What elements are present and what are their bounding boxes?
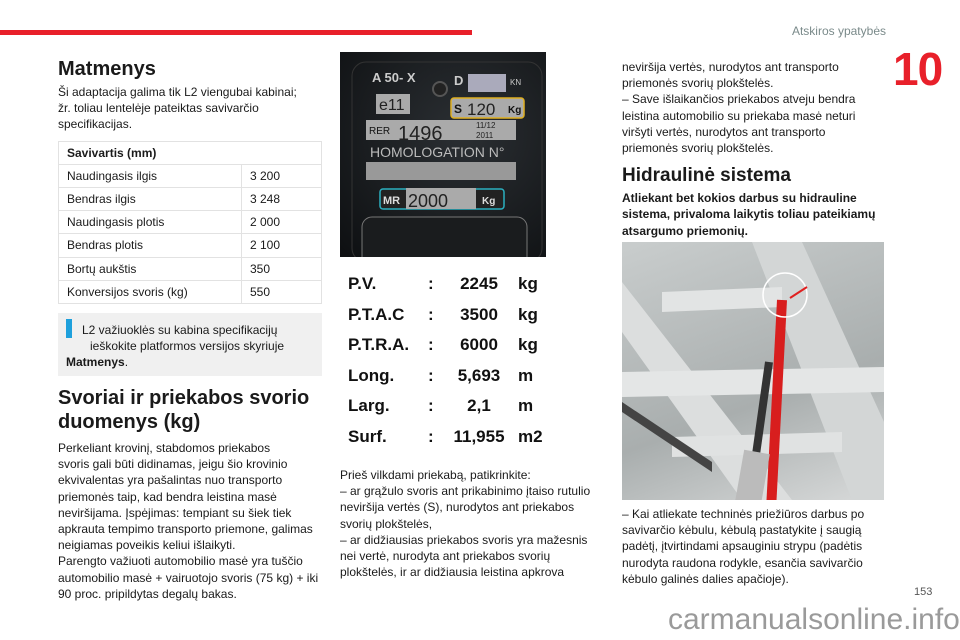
- intro-paragraph: [58, 84, 324, 133]
- section-title: Atskiros ypatybės: [791, 24, 886, 38]
- text-line: neviršija vertės, nurodytos ant transporto: [622, 60, 839, 74]
- spec-unit: m: [518, 396, 534, 415]
- table-row: [59, 234, 322, 257]
- heading-hydraulic: Hidraulinė sistema: [622, 165, 791, 187]
- plate-s-value: 120: [467, 100, 496, 119]
- spec-colon: :: [428, 335, 434, 354]
- spec-label: Long.: [348, 365, 395, 385]
- text-line: nei vertė, nurodyta ant priekabos svorių: [340, 549, 551, 564]
- spec-colon: :: [428, 274, 434, 293]
- trailer-check-paragraph: [340, 467, 610, 580]
- text-line: – ar grąžulo svoris ant prikabinimo įtaiso rutulio: [340, 484, 591, 499]
- spec-colon: :: [428, 396, 434, 415]
- hydraulic-warning: [622, 190, 892, 239]
- text-line: ekvivalentas yra pašalintas nuo transporto: [58, 473, 283, 488]
- text-line: svorių plokštelės,: [340, 516, 433, 531]
- spec-unit: kg: [518, 335, 538, 354]
- spec-row: [348, 300, 543, 331]
- info-line: L2 važiuoklės su kabina specifikacijų: [82, 322, 278, 337]
- plate-year: 2011: [476, 131, 494, 140]
- table-row: [59, 211, 322, 234]
- text-line: kėbulo galinės dalies apačioje).: [622, 571, 789, 586]
- column-1: [58, 57, 324, 602]
- spec-row: [348, 361, 543, 392]
- dimension-label: Bendras ilgis: [59, 187, 242, 210]
- dimension-value: 2 100: [242, 234, 322, 257]
- plate-date: 11/12: [476, 121, 496, 130]
- text-line: svoris gali būti didinamas, jeigu šio krovinio: [58, 457, 288, 472]
- spec-row: [348, 330, 543, 361]
- plate-rer-value: 1496: [398, 123, 443, 145]
- page-number: 153: [914, 586, 933, 598]
- text-line: Atliekant bet kokios darbus su hidrauline: [622, 191, 857, 206]
- spec-row: [348, 422, 543, 453]
- table-row: [59, 257, 322, 280]
- text-line: apkrauta tempimo transporto priemone, galimas: [58, 521, 313, 536]
- dimension-value: 3 200: [242, 164, 322, 187]
- text-line: plokštelės, ir ar didžiausia leistina apkrova: [340, 565, 565, 580]
- dimension-value: 2 000: [242, 211, 322, 234]
- text-line: 90 proc. pripildytas degalų bakas.: [58, 586, 237, 601]
- text-line: – ar didžiausias priekabos svoris yra mažesnis: [340, 532, 588, 547]
- text-line: neviršijama. Įspėjimas: tempiant su šiek tiek: [58, 505, 292, 520]
- text-line: nurodyta raudona rodykle, esančia savivarčio: [622, 555, 863, 570]
- plate-mr-value: 2000: [408, 191, 449, 211]
- text-line: žr. toliau lentelėje pateiktas savivarčio: [58, 101, 259, 116]
- dimension-label: Bortų aukštis: [59, 257, 242, 280]
- plate-rer: RER: [369, 126, 391, 137]
- plate-d: D: [454, 73, 464, 88]
- heading-weights: [58, 386, 324, 434]
- spec-label: P.T.R.A.: [348, 335, 410, 354]
- dimension-label: Bendras plotis: [59, 234, 242, 257]
- text-line: viršyti vertės, nurodytos ant transporto: [622, 124, 826, 139]
- spec-label: Larg.: [348, 396, 390, 415]
- text-line: priemonės svorių plokštelės.: [622, 141, 774, 156]
- hydraulic-instructions: [622, 506, 892, 587]
- column-3: [622, 59, 892, 239]
- table-header: Savivartis (mm): [59, 141, 322, 164]
- text-line: specifikacijas.: [58, 117, 133, 132]
- spec-colon: :: [428, 426, 434, 446]
- plate-mr-kg: Kg: [482, 196, 496, 207]
- info-box: [58, 313, 322, 376]
- trailer-paragraph-cont: [622, 59, 892, 156]
- spec-label: P.V.: [348, 274, 377, 293]
- spec-label: Surf.: [348, 426, 387, 446]
- plate-s: S: [454, 102, 463, 116]
- text-line: automobilio masė + vairuotojo svoris (75 kg) + iki: [58, 570, 319, 585]
- text-line: padėtį, įtvirtindami apsauginiu strypu (padėtis: [622, 539, 863, 554]
- dimensions-table: [58, 141, 322, 304]
- spec-row: [348, 391, 543, 422]
- table-row: [59, 164, 322, 187]
- dimension-value: 350: [242, 257, 322, 280]
- spec-value: 2245: [460, 274, 498, 293]
- chapter-number: 10: [893, 43, 943, 95]
- heading-line: Svoriai ir priekabos svorio: [58, 386, 310, 409]
- spec-label: P.T.A.C: [348, 304, 405, 324]
- dimension-value: 3 248: [242, 187, 322, 210]
- heading-line: duomenys (kg): [58, 410, 201, 433]
- spec-colon: :: [428, 365, 434, 385]
- text-line: savivarčio kėbulu, kėbulą pastatykite į saugią: [622, 523, 862, 538]
- text-line: – Kai atliekate techninės priežiūros darbus po: [622, 507, 865, 521]
- info-icon: [66, 319, 72, 338]
- text-line: Perkeliant krovinį, stabdomos priekabos: [58, 440, 271, 455]
- spec-row: [348, 269, 543, 300]
- safety-prop-image: [622, 242, 884, 500]
- text-line: neigiamas poveikis keliui išlaikyti.: [58, 538, 236, 553]
- table-row: [59, 280, 322, 303]
- info-line: ieškokite platformos versijos skyriuje: [90, 338, 285, 353]
- plate-kn: KN: [510, 78, 522, 87]
- text-line: atsargumo priemonių.: [622, 223, 749, 238]
- spec-unit: kg: [518, 304, 538, 324]
- spec-value: 3500: [460, 304, 498, 324]
- plate-type: A 50- X: [372, 70, 416, 85]
- plate-mr: MR: [383, 195, 401, 207]
- text-line: Ši adaptacija galima tik L2 viengubai kabinai;: [58, 85, 297, 99]
- header-red-bar: [0, 30, 472, 35]
- text-line: priemonės taip, kad bendra leistina masė: [58, 489, 277, 504]
- info-link-matmenys: Matmenys: [66, 354, 125, 369]
- text-line: Parengto važiuoti automobilio masė yra tuščio: [58, 554, 303, 569]
- weight-specs-list: [348, 269, 543, 452]
- table-row: [59, 187, 322, 210]
- watermark: carmanualsonline.info: [668, 603, 960, 636]
- plate-e: e11: [379, 97, 405, 114]
- spec-unit: m2: [518, 426, 543, 446]
- plate-homologation: HOMOLOGATION N°: [370, 144, 505, 160]
- text-line: – Save išlaikančios priekabos atveju bendra: [622, 92, 856, 107]
- dimension-label: Naudingasis plotis: [59, 211, 242, 234]
- text-line: leistina automobilio su priekaba masė neturi: [622, 108, 856, 123]
- heading-matmenys: Matmenys: [58, 58, 156, 80]
- spec-value: 5,693: [457, 365, 501, 385]
- dimension-label: Naudingasis ilgis: [59, 164, 242, 187]
- spec-unit: kg: [518, 274, 538, 293]
- dimension-label: Konversijos svoris (kg): [59, 280, 242, 303]
- dimension-value: 550: [242, 280, 322, 303]
- plate-kg: Kg: [508, 105, 522, 116]
- text-line: priemonės svorių plokštelės.: [622, 76, 774, 91]
- weight-plate-image: [340, 52, 546, 257]
- spec-colon: :: [428, 304, 434, 324]
- text-line: Prieš vilkdami priekabą, patikrinkite:: [340, 468, 531, 482]
- weights-paragraph: [58, 440, 324, 602]
- spec-value: 2,1: [467, 396, 491, 415]
- text-line: neviršija vertės (S), nurodytos ant priekabos: [340, 500, 575, 515]
- text-line: sistema, privaloma laikytis toliau pateikiamų: [622, 207, 876, 222]
- info-end: .: [124, 354, 129, 369]
- spec-unit: m: [518, 365, 534, 385]
- spec-value: 11,955: [453, 426, 505, 446]
- spec-value: 6000: [460, 335, 498, 354]
